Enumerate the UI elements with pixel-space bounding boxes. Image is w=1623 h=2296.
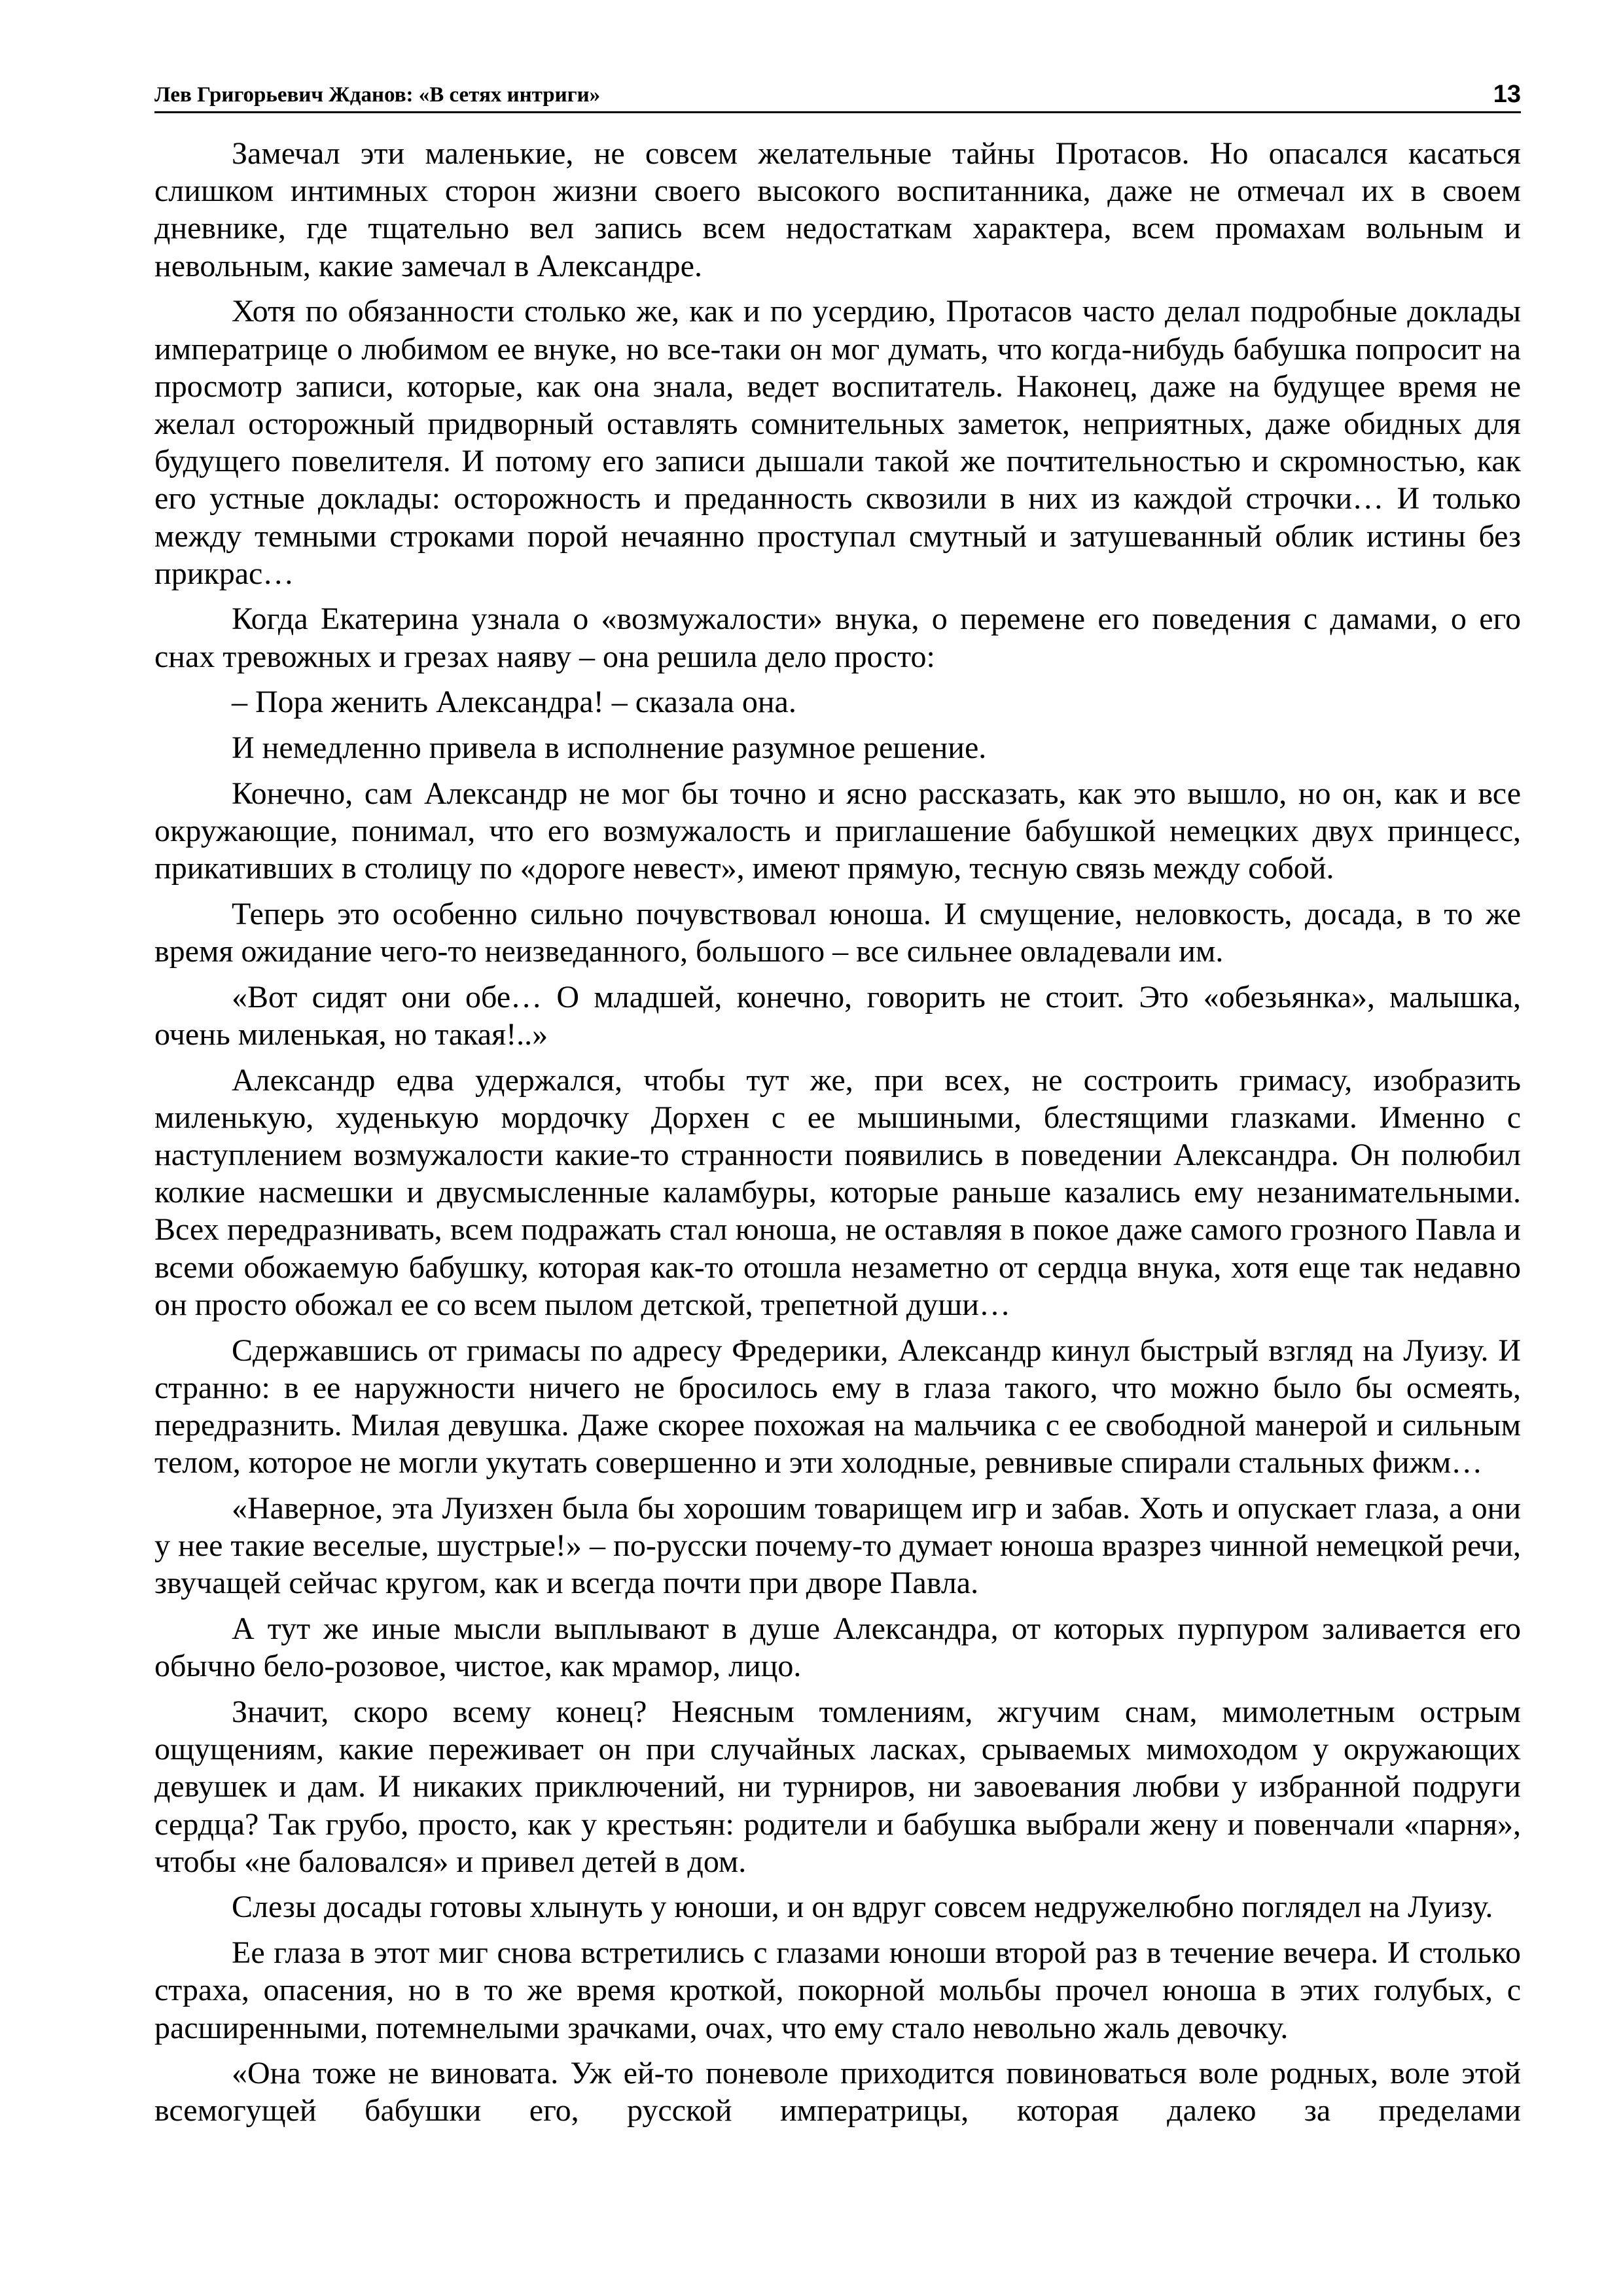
paragraph: Александр едва удержался, чтобы тут же, при всех, не состроить гримасу, изобразить миленькую, худенькую мордочку Дорхен с ее мышиными, блестящими глазками. Именно с наступлением возмужалости какие-то странности появились в поведении Александра. Он полюбил колкие насмешки и двусмысленные каламбуры, которые раньше казались ему незанимательными. Всех передразнивать, всем подражать стал юноша, не оставляя в покое даже самого грозного Павла и всеми обожаемую бабушку, которая как-то отошла незаметно от сердца внука, хотя еще так недавно он просто обожал ее со всем пылом детской, трепетной души…	[154, 1062, 1521, 1322]
paragraph: «Она тоже не виновата. Уж ей-то поневоле приходится повиноваться воле родных, воле этой всемогущей бабушки его, русской императрицы, которая далеко за пределами	[154, 2056, 1521, 2128]
header-title: Лев Григорьевич Жданов: «В сетях интриги»	[154, 83, 601, 107]
paragraph: Сдержавшись от гримасы по адресу Фредерики, Александр кинул быстрый взгляд на Луизу. И странно: в ее наружности ничего не бросилось ему в глаза такого, что можно было бы осмеять, передразнить. Милая девушка. Даже скорее похожая на мальчика с ее свободной манерой и сильным телом, которое не могли укутать совершенно и эти холодные, ревнивые спирали стальных фижм…	[154, 1333, 1521, 1480]
paragraph: Слезы досады готовы хлынуть у юноши, и он вдруг совсем недружелюбно поглядел на Луизу.	[232, 1890, 1493, 1925]
running-header	[154, 71, 1521, 113]
paragraph: – Пора женить Александра! – сказала она.	[232, 685, 796, 720]
paragraph: Ее глаза в этот миг снова встретились с глазами юноши второй раз в течение вечера. И столько страха, опасения, но в то же время кроткой, покорной мольбы прочел юноша в этих голубых, с расширенными, потемнелыми зрачками, очах, что ему стало невольно жаль девочку.	[154, 1935, 1521, 2045]
paragraph: Теперь это особенно сильно почувствовал юноша. И смущение, неловкость, досада, в то же время ожидание чего-то неизведанного, большого – все сильнее овладевали им.	[154, 896, 1521, 969]
paragraph: «Наверное, эта Луизхен была бы хорошим товарищем игр и забав. Хоть и опускает глаза, а они у нее такие веселые, шустрые!» – по-русски почему-то думает юноша вразрез чинной немецкой речи, звучащей сейчас кругом, как и всегда почти при дворе Павла.	[154, 1490, 1521, 1601]
body-text	[154, 135, 1521, 2130]
paragraph: Замечал эти маленькие, не совсем желательные тайны Протасов. Но опасался касаться слишком интимных сторон жизни своего высокого воспитанника, даже не отмечал их в своем дневнике, где тщательно вел запись всем недостаткам характера, всем промахам вольным и невольным, какие замечал в Александре.	[154, 136, 1521, 283]
paragraph: И немедленно привела в исполнение разумное решение.	[232, 730, 987, 766]
paragraph: «Вот сидят они обе… О младшей, конечно, говорить не стоит. Это «обезьянка», малышка, очень миленькая, но такая!..»	[154, 979, 1521, 1052]
page-number: 13	[1493, 81, 1521, 108]
paragraph: Хотя по обязанности столько же, как и по усердию, Протасов часто делал подробные доклады императрице о любимом ее внуке, но все-таки он мог думать, что когда-нибудь бабушка попросит на просмотр записи, которые, как она знала, ведет воспитатель. Наконец, даже на будущее время не желал осторожный придворный оставлять сомнительных заметок, неприятных, даже обидных для будущего повелителя. И потому его записи дышали такой же почтительностью и скромностью, как его устные доклады: осторожность и преданность сквозили в них из каждой строчки… И только между темными строками порой нечаянно проступал смутный и затушеванный облик истины без прикрас…	[154, 294, 1521, 591]
paragraph: Когда Екатерина узнала о «возмужалости» внука, о перемене его поведения с дамами, о его снах тревожных и грезах наяву – она решила дело просто:	[154, 601, 1521, 674]
paragraph: А тут же иные мысли выплывают в душе Александра, от которых пурпуром заливается его обычно бело-розовое, чистое, как мрамор, лицо.	[154, 1611, 1521, 1684]
paragraph: Значит, скоро всему конец? Неясным томлениям, жгучим снам, мимолетным острым ощущениям, какие переживает он при случайных ласках, срываемых мимоходом у окружающих девушек и дам. И никаких приключений, ни турниров, ни завоевания любви у избранной подруги сердца? Так грубо, просто, как у крестьян: родители и бабушка выбрали жену и повенчали «парня», чтобы «не баловался» и привел детей в дом.	[154, 1694, 1521, 1879]
paragraph: Конечно, сам Александр не мог бы точно и ясно рассказать, как это вышло, но он, как и все окружающие, понимал, что его возмужалость и приглашение бабушкой немецких двух принцесс, прикативших в столицу по «дороге невест», имеют прямую, тесную связь между собой.	[154, 776, 1521, 886]
